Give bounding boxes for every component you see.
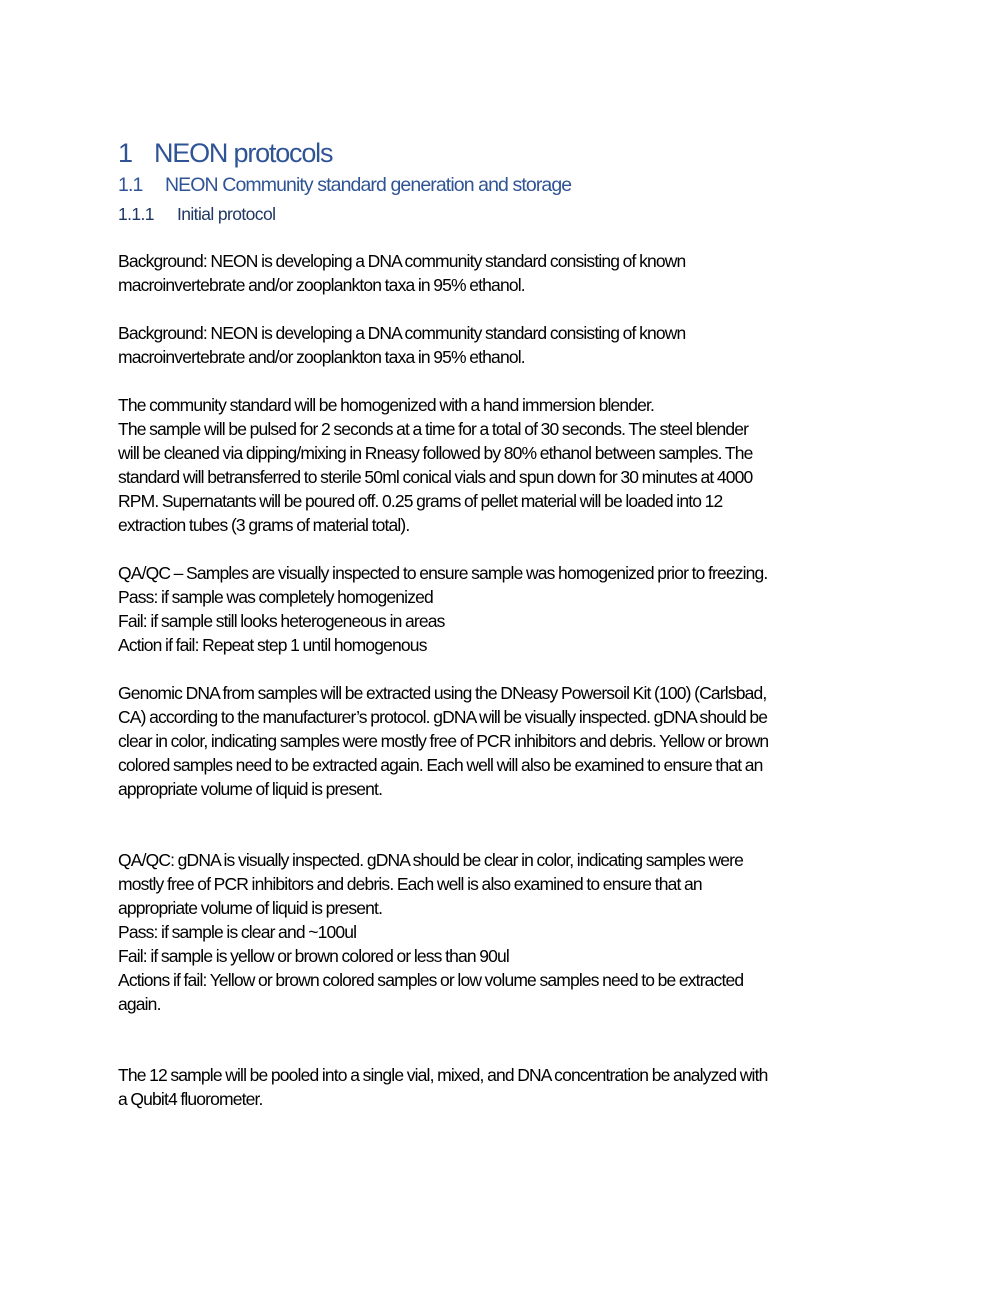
background-paragraph-1 (118, 249, 685, 297)
heading-1-title: NEON protocols (154, 138, 333, 168)
text-line: appropriate volume of liquid is present. (118, 779, 383, 799)
text-line: Genomic DNA from samples will be extracted using the DNeasy Powersoil Kit (100) (Carlsbad, (118, 683, 767, 703)
text-line: RPM. Supernatants will be poured off. 0.25 grams of pellet material will be loaded into 12 (118, 491, 723, 511)
heading-3-title: Initial protocol (177, 204, 276, 224)
text-line: will be cleaned via dipping/mixing in Rneasy followed by 80% ethanol between samples. The (118, 443, 753, 463)
heading-3 (118, 201, 275, 227)
text-line: The sample will be pulsed for 2 seconds at a time for a total of 30 seconds. The steel blender (118, 419, 749, 439)
heading-2-number: 1.1 (118, 174, 143, 196)
text-line: again. (118, 994, 161, 1014)
text-line: a Qubit4 fluorometer. (118, 1089, 263, 1109)
heading-2 (118, 172, 571, 198)
text-line: Fail: if sample still looks heterogeneous in areas (118, 611, 445, 631)
text-line: Background: NEON is developing a DNA community standard consisting of known (118, 251, 686, 271)
heading-2-title: NEON Community standard generation and storage (165, 174, 572, 196)
text-line: colored samples need to be extracted again. Each well will also be examined to ensure that an (118, 755, 763, 775)
text-line: QA/QC – Samples are visually inspected to ensure sample was homogenized prior to freezing. (118, 563, 768, 583)
text-line: Action if fail: Repeat step 1 until homogenous (118, 635, 427, 655)
text-line: macroinvertebrate and/or zooplankton taxa in 95% ethanol. (118, 275, 525, 295)
text-line: macroinvertebrate and/or zooplankton taxa in 95% ethanol. (118, 347, 525, 367)
text-line: mostly free of PCR inhibitors and debris. Each well is also examined to ensure that an (118, 874, 702, 894)
qaqc-gdna-paragraph (118, 848, 743, 1016)
qaqc-homogenization-paragraph (118, 561, 767, 657)
text-line: Background: NEON is developing a DNA community standard consisting of known (118, 323, 686, 343)
text-line: appropriate volume of liquid is present. (118, 898, 383, 918)
dna-extraction-paragraph (118, 681, 768, 801)
text-line: The community standard will be homogenized with a hand immersion blender. (118, 395, 655, 415)
text-line: extraction tubes (3 grams of material total). (118, 515, 410, 535)
text-line: Fail: if sample is yellow or brown colored or less than 90ul (118, 946, 509, 966)
text-line: Actions if fail: Yellow or brown colored samples or low volume samples need to be extracted (118, 970, 744, 990)
text-line: clear in color, indicating samples were mostly free of PCR inhibitors and debris. Yellow or brown (118, 731, 769, 751)
text-line: QA/QC: gDNA is visually inspected. gDNA should be clear in color, indicating samples were (118, 850, 743, 870)
text-line: CA) according to the manufacturer’s protocol. gDNA will be visually inspected. gDNA should be (118, 707, 768, 727)
homogenization-paragraph (118, 393, 752, 537)
pooling-paragraph (118, 1063, 767, 1111)
text-line: Pass: if sample is clear and ~100ul (118, 922, 357, 942)
text-line: Pass: if sample was completely homogenized (118, 587, 433, 607)
heading-1 (118, 135, 332, 171)
heading-1-number: 1 (118, 138, 132, 168)
background-paragraph-2 (118, 321, 685, 369)
heading-3-number: 1.1.1 (118, 204, 154, 224)
text-line: standard will betransferred to sterile 50ml conical vials and spun down for 30 minutes at 4000 (118, 467, 753, 487)
text-line: The 12 sample will be pooled into a single vial, mixed, and DNA concentration be analyzed with (118, 1065, 768, 1085)
